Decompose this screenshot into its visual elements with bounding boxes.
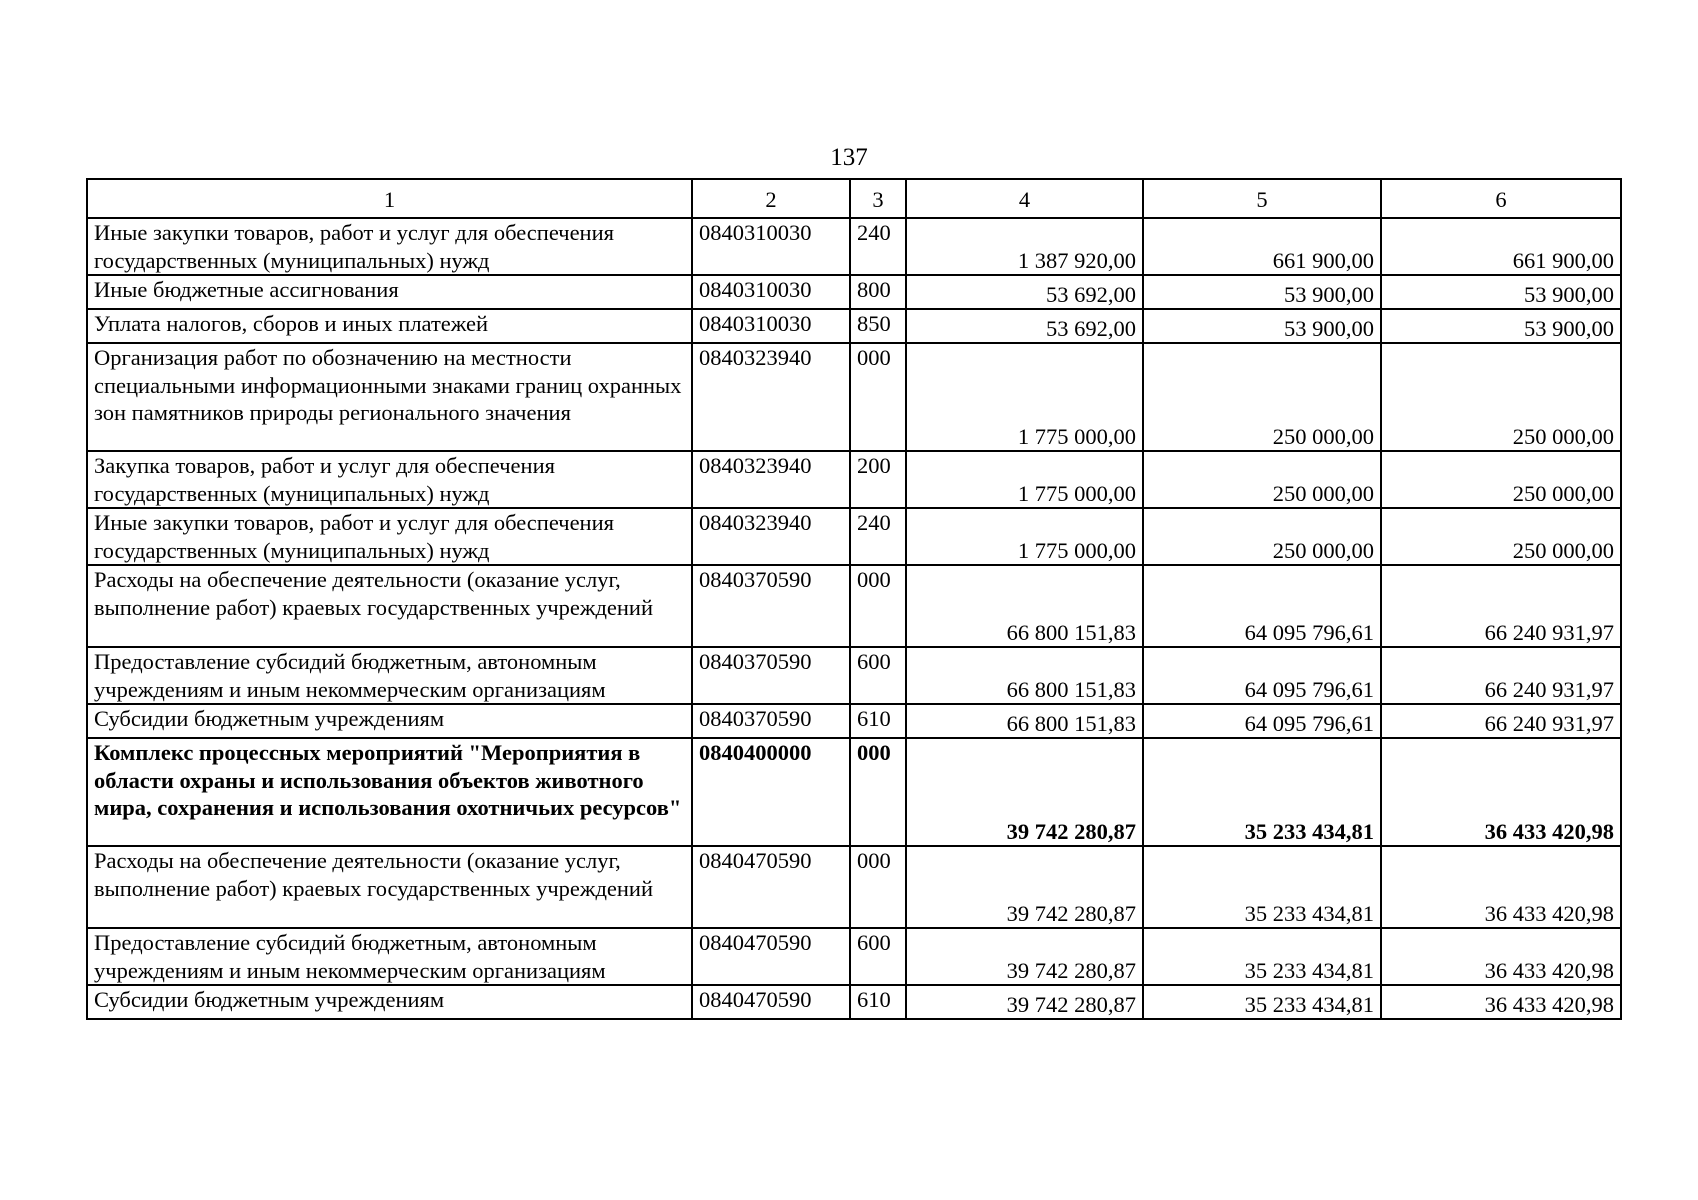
amount-year1-cell: 1 387 920,00: [906, 218, 1143, 275]
row-name-cell: Закупка товаров, работ и услуг для обеспечения государственных (муниципальных) нужд: [87, 451, 692, 508]
amount-year3-cell: 53 900,00: [1381, 309, 1621, 343]
amount-year1-cell: 53 692,00: [906, 275, 1143, 309]
table-header-row: [87, 179, 1621, 218]
target-code-cell: 0840470590: [692, 846, 850, 928]
amount-year1-cell: 66 800 151,83: [906, 565, 1143, 647]
column-header: 6: [1381, 179, 1621, 218]
row-name-cell: Предоставление субсидий бюджетным, автономным учреждениям и иным некоммерческим организациям: [87, 928, 692, 985]
table-row: [87, 275, 1621, 309]
amount-year3-cell: 53 900,00: [1381, 275, 1621, 309]
amount-year2-cell: 250 000,00: [1143, 451, 1381, 508]
row-name-cell: Организация работ по обозначению на местности специальными информационными знаками границ охранных зон памятников природы регионального значения: [87, 343, 692, 451]
row-name-cell: Предоставление субсидий бюджетным, автономным учреждениям и иным некоммерческим организациям: [87, 647, 692, 704]
amount-year1-cell: 1 775 000,00: [906, 508, 1143, 565]
amount-year1-cell: 66 800 151,83: [906, 647, 1143, 704]
table-row: [87, 218, 1621, 275]
amount-year2-cell: 53 900,00: [1143, 309, 1381, 343]
expense-type-cell: 610: [850, 985, 906, 1019]
amount-year3-cell: 36 433 420,98: [1381, 846, 1621, 928]
table-row: [87, 508, 1621, 565]
page-number: 137: [830, 144, 868, 171]
column-header: 3: [850, 179, 906, 218]
amount-year2-cell: 35 233 434,81: [1143, 738, 1381, 846]
expense-type-cell: 850: [850, 309, 906, 343]
table-row: [87, 309, 1621, 343]
table-row: [87, 846, 1621, 928]
column-header: 5: [1143, 179, 1381, 218]
expense-type-cell: 000: [850, 846, 906, 928]
row-name-cell: Иные бюджетные ассигнования: [87, 275, 692, 309]
target-code-cell: 0840370590: [692, 647, 850, 704]
row-name-cell: Иные закупки товаров, работ и услуг для обеспечения государственных (муниципальных) нужд: [87, 508, 692, 565]
amount-year1-cell: 39 742 280,87: [906, 928, 1143, 985]
amount-year2-cell: 53 900,00: [1143, 275, 1381, 309]
amount-year1-cell: 1 775 000,00: [906, 451, 1143, 508]
row-name-cell: Уплата налогов, сборов и иных платежей: [87, 309, 692, 343]
target-code-cell: 0840310030: [692, 218, 850, 275]
row-name-cell: Субсидии бюджетным учреждениям: [87, 704, 692, 738]
table-row: [87, 343, 1621, 451]
amount-year1-cell: 1 775 000,00: [906, 343, 1143, 451]
expense-type-cell: 600: [850, 647, 906, 704]
amount-year2-cell: 35 233 434,81: [1143, 928, 1381, 985]
amount-year2-cell: 35 233 434,81: [1143, 846, 1381, 928]
amount-year2-cell: 35 233 434,81: [1143, 985, 1381, 1019]
table-row: [87, 928, 1621, 985]
amount-year3-cell: 66 240 931,97: [1381, 565, 1621, 647]
amount-year3-cell: 36 433 420,98: [1381, 985, 1621, 1019]
amount-year1-cell: 39 742 280,87: [906, 846, 1143, 928]
target-code-cell: 0840370590: [692, 704, 850, 738]
column-header: 2: [692, 179, 850, 218]
amount-year1-cell: 53 692,00: [906, 309, 1143, 343]
amount-year3-cell: 66 240 931,97: [1381, 704, 1621, 738]
row-name-cell: Комплекс процессных мероприятий "Мероприятия в области охраны и использования объектов животного мира, сохранения и использования охотничьих ресурсов": [87, 738, 692, 846]
amount-year1-cell: 39 742 280,87: [906, 738, 1143, 846]
amount-year3-cell: 250 000,00: [1381, 508, 1621, 565]
row-name-cell: Иные закупки товаров, работ и услуг для обеспечения государственных (муниципальных) нужд: [87, 218, 692, 275]
target-code-cell: 0840470590: [692, 985, 850, 1019]
table-row: [87, 647, 1621, 704]
expense-type-cell: 000: [850, 343, 906, 451]
row-name-cell: Расходы на обеспечение деятельности (оказание услуг, выполнение работ) краевых государственных учреждений: [87, 565, 692, 647]
table-row: [87, 565, 1621, 647]
expense-type-cell: 000: [850, 738, 906, 846]
amount-year3-cell: 66 240 931,97: [1381, 647, 1621, 704]
amount-year2-cell: 64 095 796,61: [1143, 647, 1381, 704]
budget-table: [86, 178, 1622, 1020]
target-code-cell: 0840310030: [692, 309, 850, 343]
row-name-cell: Расходы на обеспечение деятельности (оказание услуг, выполнение работ) краевых государственных учреждений: [87, 846, 692, 928]
expense-type-cell: 600: [850, 928, 906, 985]
column-header: 1: [87, 179, 692, 218]
amount-year3-cell: 36 433 420,98: [1381, 738, 1621, 846]
target-code-cell: 0840400000: [692, 738, 850, 846]
amount-year3-cell: 36 433 420,98: [1381, 928, 1621, 985]
amount-year2-cell: 64 095 796,61: [1143, 704, 1381, 738]
amount-year2-cell: 661 900,00: [1143, 218, 1381, 275]
expense-type-cell: 610: [850, 704, 906, 738]
amount-year3-cell: 250 000,00: [1381, 343, 1621, 451]
target-code-cell: 0840470590: [692, 928, 850, 985]
row-name-cell: Субсидии бюджетным учреждениям: [87, 985, 692, 1019]
target-code-cell: 0840310030: [692, 275, 850, 309]
table-row: [87, 985, 1621, 1019]
expense-type-cell: 240: [850, 508, 906, 565]
expense-type-cell: 200: [850, 451, 906, 508]
table-row: [87, 738, 1621, 846]
target-code-cell: 0840323940: [692, 451, 850, 508]
amount-year2-cell: 250 000,00: [1143, 508, 1381, 565]
target-code-cell: 0840370590: [692, 565, 850, 647]
amount-year1-cell: 39 742 280,87: [906, 985, 1143, 1019]
table-row: [87, 451, 1621, 508]
amount-year3-cell: 250 000,00: [1381, 451, 1621, 508]
expense-type-cell: 000: [850, 565, 906, 647]
amount-year2-cell: 250 000,00: [1143, 343, 1381, 451]
target-code-cell: 0840323940: [692, 508, 850, 565]
expense-type-cell: 240: [850, 218, 906, 275]
amount-year2-cell: 64 095 796,61: [1143, 565, 1381, 647]
table-row: [87, 704, 1621, 738]
target-code-cell: 0840323940: [692, 343, 850, 451]
amount-year1-cell: 66 800 151,83: [906, 704, 1143, 738]
expense-type-cell: 800: [850, 275, 906, 309]
column-header: 4: [906, 179, 1143, 218]
amount-year3-cell: 661 900,00: [1381, 218, 1621, 275]
